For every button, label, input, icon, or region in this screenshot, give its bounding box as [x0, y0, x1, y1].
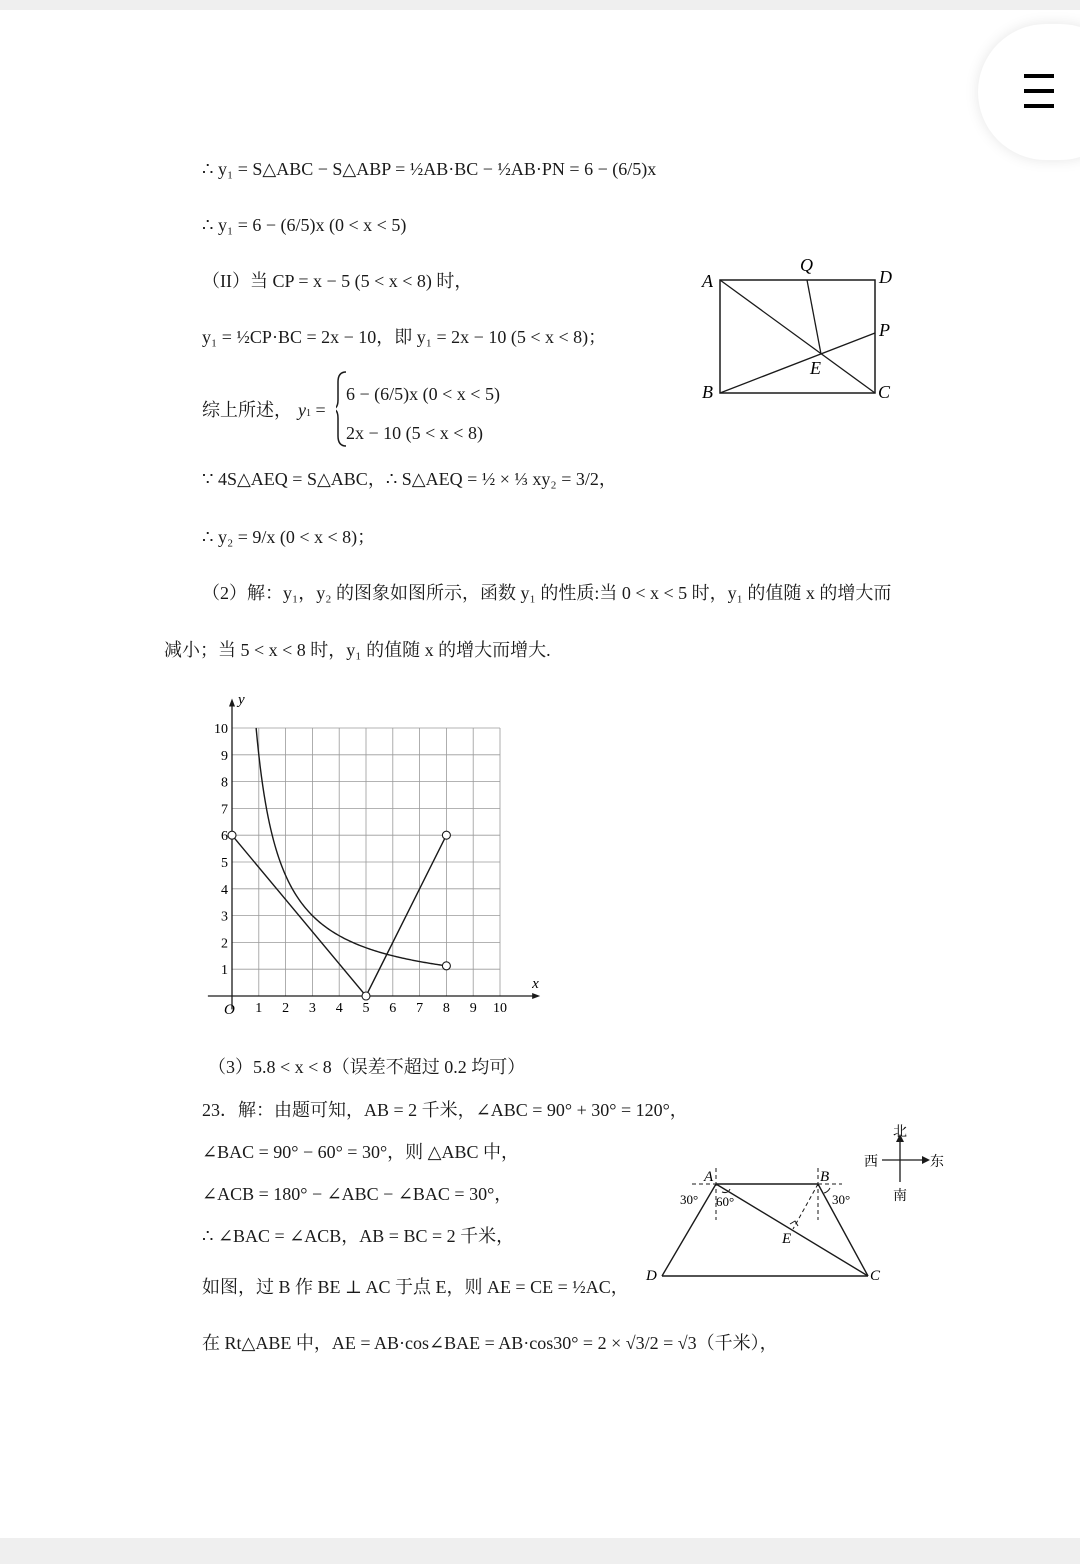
- line-14: ∴ ∠BAC = ∠ACB，AB = BC = 2 千米，: [202, 1226, 515, 1246]
- series-y2-open-point: [442, 962, 450, 970]
- series-y2-curve: [256, 728, 446, 966]
- south-label: 南: [893, 1189, 907, 1204]
- east-label: 东: [930, 1155, 944, 1170]
- y-tick-label: 4: [221, 882, 228, 898]
- label-e: E: [782, 1231, 792, 1247]
- line-10: （3）5.8 < x < 8（误差不超过 0.2 均可）: [208, 1057, 526, 1077]
- label-d: D: [646, 1268, 657, 1284]
- north-label: 北: [893, 1125, 907, 1140]
- y-tick-label: 5: [221, 856, 228, 871]
- x-tick-label: 6: [389, 1001, 397, 1016]
- line-15: 如图，过 B 作 BE ⊥ AC 于点 E，则 AE = CE = ½AC，: [202, 1277, 629, 1297]
- piecewise-case-1: 6 − (6/5)x (0 < x < 5): [346, 384, 500, 404]
- y-tick-label: 3: [221, 909, 228, 925]
- line-7: ∴ y₂ = 9/x (0 < x < 8)；: [202, 527, 376, 547]
- line-11: 23．解：由题可知，AB = 2 千米，∠ABC = 90° + 30° = 120°，: [202, 1100, 688, 1120]
- label-b: B: [820, 1169, 830, 1185]
- y-axis-arrow: [229, 699, 235, 707]
- x-tick-label: 8: [442, 1001, 450, 1016]
- x-tick-label: 4: [335, 1001, 343, 1016]
- label-p: P: [879, 320, 890, 340]
- west-label: 西: [864, 1155, 878, 1170]
- angle-label-3: 30°: [832, 1192, 851, 1207]
- top-bar: [0, 0, 1080, 10]
- y-tick-label: 8: [221, 775, 228, 791]
- x-tick-label: 5: [362, 1001, 370, 1016]
- bottom-bar: [0, 1538, 1080, 1564]
- x-tick-label: 3: [308, 1001, 316, 1016]
- label-c: C: [870, 1268, 881, 1284]
- piecewise-case-2: 2x − 10 (5 < x < 8): [346, 423, 483, 443]
- line-5-prefix: 综上所述，: [202, 400, 292, 420]
- x-tick-label: 1: [255, 1001, 263, 1016]
- label-a: A: [702, 271, 713, 291]
- y-tick-label: 2: [221, 936, 228, 952]
- series-y1-open-point: [228, 831, 236, 839]
- y-tick-label: 1: [221, 963, 228, 979]
- y-tick-label: 6: [221, 829, 228, 845]
- y-tick-label: 10: [214, 722, 228, 737]
- y-tick-label: 9: [221, 748, 228, 764]
- line-16: 在 Rt△ABE 中，AE = AB·cos∠BAE = AB·cos30° = 2 × √3/2 = √3（千米），: [202, 1333, 778, 1353]
- line-6: ∵ 4S△AEQ = S△ABC，∴ S△AEQ = ½ × ⅓ xy₂ = 3/2，: [202, 469, 617, 489]
- label-e: E: [810, 358, 821, 378]
- function-graph: [200, 696, 550, 1026]
- trapezoid-figure: [640, 1160, 900, 1290]
- label-a: A: [704, 1169, 714, 1185]
- menu-button[interactable]: [978, 24, 1080, 160]
- line-1: ∴ y₁ = S△ABC − S△ABP = ½AB·BC − ½AB·PN = 6 − (6/5)x: [202, 159, 657, 179]
- origin-label: O: [224, 1002, 235, 1018]
- x-axis-arrow: [532, 993, 540, 999]
- series-y1-open-point: [362, 992, 370, 1000]
- line-13: ∠ACB = 180° − ∠ABC − ∠BAC = 30°，: [202, 1184, 513, 1204]
- menu-icon: [1024, 74, 1054, 78]
- line-12: ∠BAC = 90° − 60° = 30°，则 △ABC 中，: [202, 1142, 519, 1162]
- x-tick-label: 2: [282, 1001, 290, 1016]
- rectangle-figure: [690, 250, 910, 410]
- line-8: （2）解：y₁，y₂ 的图象如图所示，函数 y₁ 的性质:当 0 < x < 5 时，y₁ 的值随 x 的增大而: [202, 583, 892, 603]
- line-4: y₁ = ½CP·BC = 2x − 10，即 y₁ = 2x − 10 (5 < x < 8)；: [202, 327, 607, 347]
- label-d: D: [879, 267, 892, 287]
- x-tick-label: 10: [493, 1001, 507, 1016]
- y-axis-label: y: [238, 696, 245, 708]
- line-5-lhs: y1 =: [298, 400, 326, 420]
- series-y1-open-point: [442, 831, 450, 839]
- x-axis-label: x: [532, 976, 539, 992]
- x-tick-label: 9: [469, 1001, 477, 1016]
- x-tick-label: 7: [416, 1001, 424, 1016]
- label-c: C: [878, 382, 891, 402]
- angle-label-1: 30°: [680, 1192, 699, 1207]
- line-9: 减小；当 5 < x < 8 时，y₁ 的值随 x 的增大而增大.: [164, 640, 551, 660]
- label-b: B: [702, 382, 713, 402]
- angle-label-2: 60°: [716, 1194, 735, 1209]
- label-q: Q: [800, 255, 813, 275]
- line-2: ∴ y₁ = 6 − (6/5)x (0 < x < 5): [202, 215, 407, 235]
- y-tick-label: 7: [221, 802, 228, 818]
- line-3: （II）当 CP = x − 5 (5 < x < 8) 时，: [202, 271, 473, 291]
